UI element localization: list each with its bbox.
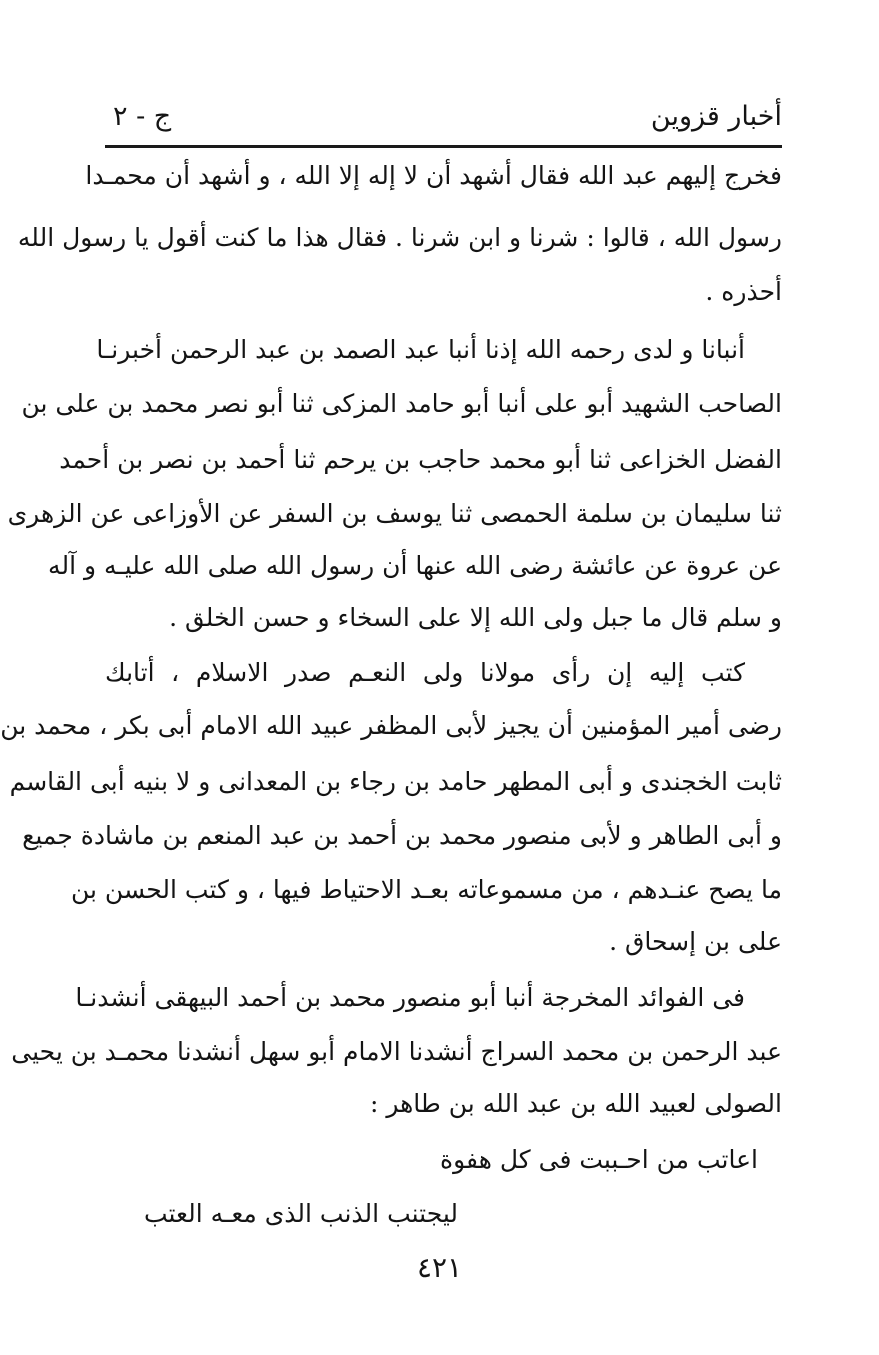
text-line: ثنا سليمان بن سلمة الحمصى ثنا يوسف بن السفر عن الأوزاعى عن الزهرى [7,499,782,528]
text-line: الصولى لعبيد الله بن عبد الله بن طاهر : [369,1089,782,1118]
text-line: و سلم قال ما جبل ولى الله إلا على السخاء و حسن الخلق . [169,603,782,632]
text-line: ثابت الخجندى و أبى المطهر حامد بن رجاء بن المعدانى و لا بنيه أبى القاسم [9,767,782,796]
page-number: ٤٢١ [416,1251,463,1284]
text-line: رضى أمير المؤمنين أن يجيز لأبى المظفر عبيد الله الامام أبى بكر ، محمد بن [0,711,782,740]
text-line: عبد الرحمن بن محمد السراج أنشدنا الامام أبو سهل أنشدنا محمـد بن يحيى [11,1037,782,1066]
text-line: الفضل الخزاعى ثنا أبو محمد حاجب بن يرحم ثنا أحمد بن نصر بن أحمد [59,445,782,474]
text-line: ما يصح عنـدهم ، من مسموعاته بعـد الاحتياط فيها ، و كتب الحسن بن [70,875,782,904]
text-line: فخرج إليهم عبد الله فقال أشهد أن لا إله إلا الله ، و أشهد أن محمـدا [85,161,782,190]
volume-number: ج - ٢ [113,101,172,132]
running-title: أخبار قزوين [650,101,782,132]
page-header [105,95,782,143]
text-line: الصاحب الشهيد أبو على أنبا أبو حامد المزكى ثنا أبو نصر محمد بن على بن [21,389,782,418]
text-line: و أبى الطاهر و لأبى منصور محمد بن أحمد بن عبد المنعم بن ماشادة جميع [22,821,782,850]
text-line: أحذره . [705,277,782,306]
text-line: أنبانا و لدى رحمه الله إذنا أنبا عبد الصمد بن عبد الرحمن أخبرنـا [96,335,745,364]
text-line: على بن إسحاق . [609,927,782,956]
verse-hemistich: اعاتب من احـببت فى كل هفوة [440,1145,758,1174]
text-line: رسول الله ، قالوا : شرنا و ابن شرنا . فقال هذا ما كنت أقول يا رسول الله [17,223,782,252]
verse-hemistich: ليجتنب الذنب الذى معـه العتب [143,1199,458,1228]
text-line: كتب إليه إن رأى مولانا ولى النعـم صدر الاسلام ، أتابك [105,658,745,687]
text-line: فى الفوائد المخرجة أنبا أبو منصور محمد بن أحمد البيهقى أنشدنـا [75,983,745,1012]
header-rule [105,145,782,148]
text-line: عن عروة عن عائشة رضى الله عنها أن رسول الله صلى الله عليـه و آله [48,551,782,580]
